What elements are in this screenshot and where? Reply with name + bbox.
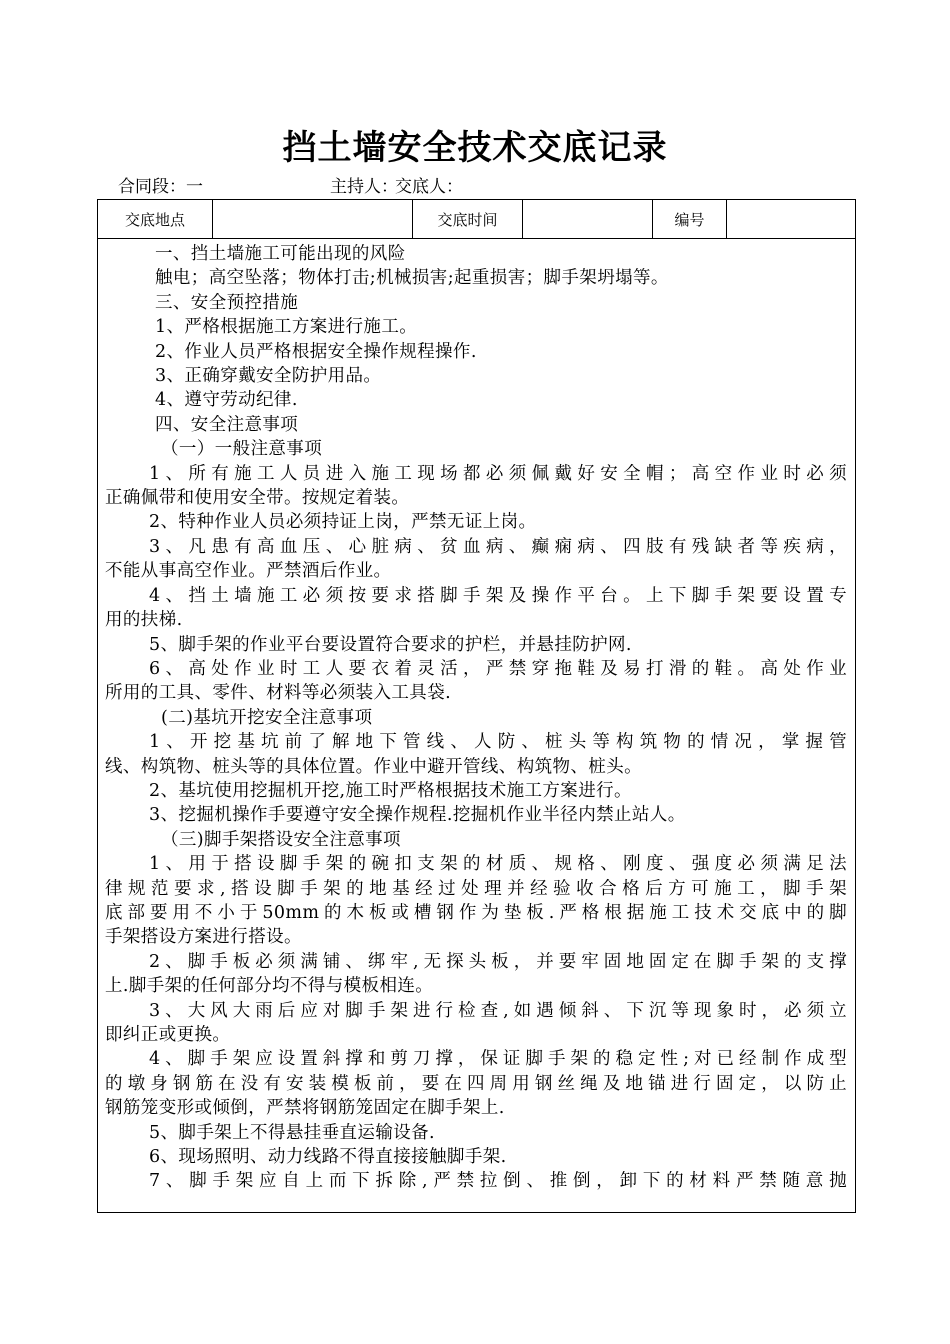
content-line: 5、脚手架的作业平台要设置符合要求的护栏，并悬挂防护网. [149,634,632,655]
content-line: 3、挖掘机操作手要遵守安全操作规程.挖掘机作业半径内禁止站人。 [149,805,686,826]
content-line: 钢筋笼变形或倾倒，严禁将钢筋笼固定在脚手架上. [105,1098,505,1119]
content-line: 正确佩带和使用安全带。按规定着装。 [105,488,410,509]
content-line: 即纠正或更换。 [105,1025,231,1045]
content-line: 2、特种作业人员必须持证上岗，严禁无证上岗。 [149,512,537,533]
content-line: 四、安全注意事项 [155,414,299,435]
contract-section: 合同段：一 [118,177,203,197]
content-line: 底部要用不小于50mm的木板或槽钢作为垫板.严格根据施工技术交底中的脚 [105,902,847,923]
content-line: 4、脚手架应设置斜撑和剪刀撑，保证脚手架的稳定性;对已经制作成型 [149,1049,847,1070]
content-line: 1、用于搭设脚手架的碗扣支架的材质、规格、刚度、强度必须满足法 [149,854,847,875]
content-line: 触电；高空坠落；物体打击;机械损害;起重损害；脚手架坍塌等。 [155,268,669,289]
content-line: (二)基坑开挖安全注意事项 [161,707,373,728]
content-line: 2、脚手板必须满铺、绑牢,无探头板，并要牢固地固定在脚手架的支撑 [149,951,847,972]
location-label: 交底地点 [98,200,213,238]
time-label: 交底时间 [413,200,523,238]
host-label: 主持人： [330,177,398,197]
content-line: 4、遵守劳动纪律. [155,390,298,411]
content-line: 上.脚手架的任何部分均不得与模板相连。 [105,976,434,997]
content-box [97,238,856,1213]
content-line: 律规范要求,搭设脚手架的地基经过处理并经验收合格后方可施工，脚手架 [105,878,847,899]
content-line: 5、脚手架上不得悬挂垂直运输设备. [149,1122,435,1143]
content-line: 线、构筑物、桩头等的具体位置。作业中避开管线、构筑物、桩头。 [105,756,642,777]
content-line: （三)脚手架搭设安全注意事项 [161,829,401,850]
content-line: 1、严格根据施工方案进行施工。 [155,317,418,338]
content-line: 手架搭设方案进行搭设。 [105,927,302,948]
content-line: 6、现场照明、动力线路不得直接接触脚手架. [149,1147,507,1168]
content-line: 3、凡患有高血压、心脏病、贫血病、癫痫病、四肢有残缺者等疾病， [149,536,847,557]
content-line: 不能从事高空作业。严禁酒后作业。 [105,561,392,582]
content-line: 3、正确穿戴安全防护用品。 [155,366,382,387]
content-line: 三、安全预控措施 [155,292,299,313]
content-line: 所用的工具、零件、材料等必须装入工具袋. [105,683,452,704]
content-line: 2、基坑使用挖掘机开挖,施工时严格根据技术施工方案进行。 [149,780,632,801]
time-value[interactable] [523,200,653,238]
content-line: 用的扶梯. [105,610,183,631]
content-line: 1、所有施工人员进入施工现场都必须佩戴好安全帽；高空作业时必须 [149,463,847,484]
header-table [97,199,856,239]
content-line: 的墩身钢筋在没有安装模板前，要在四周用钢丝绳及地锚进行固定，以防止 [105,1073,847,1094]
content-line: 6、高处作业时工人要衣着灵活，严禁穿拖鞋及易打滑的鞋。高处作业 [149,658,847,679]
content-line: 1、开挖基坑前了解地下管线、人防、桩头等构筑物的情况，掌握管 [149,732,847,753]
content-line: 3、大风大雨后应对脚手架进行检查,如遇倾斜、下沉等现象时，必须立 [149,1000,847,1021]
content-line: 4、挡土墙施工必须按要求搭脚手架及操作平台。上下脚手架要设置专 [149,585,847,606]
content-line: （一）一般注意事项 [161,439,323,460]
content-line: 2、作业人员严格根据安全操作规程操作. [155,341,477,362]
discloser-label: 交底人： [395,177,463,197]
content-line: 7、脚手架应自上而下拆除,严禁拉倒、推倒，卸下的材料严禁随意抛 [149,1171,847,1192]
document-title: 挡土墙安全技术交底记录 [282,128,668,168]
number-label: 编号 [653,200,727,238]
number-value[interactable] [727,200,855,238]
location-value[interactable] [213,200,413,238]
content-line: 一、挡土墙施工可能出现的风险 [155,244,406,264]
